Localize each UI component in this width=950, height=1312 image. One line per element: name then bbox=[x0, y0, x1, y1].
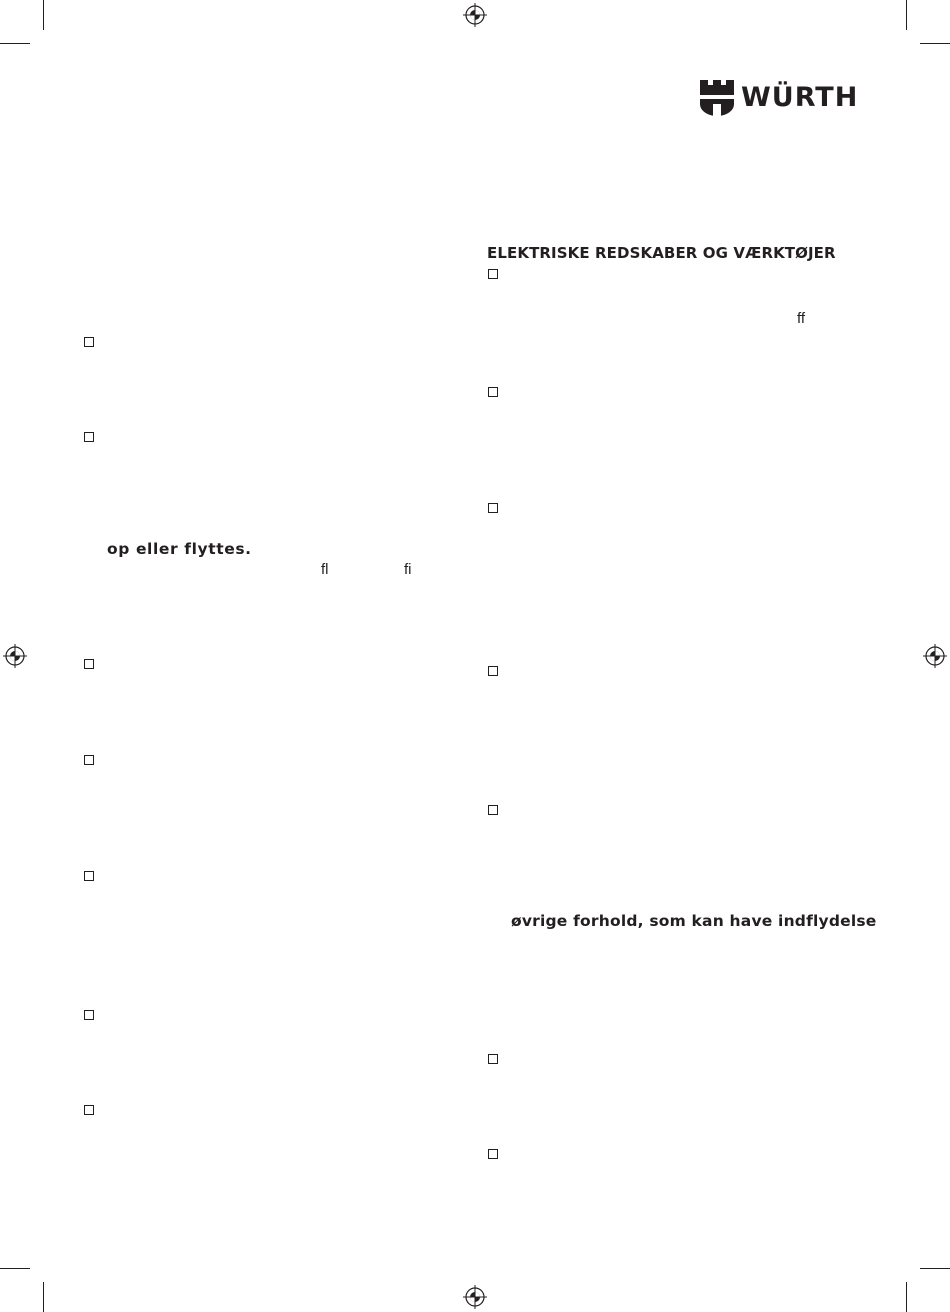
crop-mark-bottom-right-h bbox=[920, 1268, 950, 1269]
bold-text-fragment: op eller flyttes. bbox=[107, 540, 252, 558]
empty-checkbox-icon bbox=[488, 387, 498, 397]
empty-checkbox-icon bbox=[84, 1105, 94, 1115]
crop-mark-top-left-h bbox=[0, 43, 30, 44]
ligature-fragment: fi bbox=[404, 561, 412, 578]
registration-mark-icon bbox=[3, 644, 27, 668]
empty-checkbox-icon bbox=[84, 337, 94, 347]
empty-checkbox-icon bbox=[84, 659, 94, 669]
crop-mark-top-right-h bbox=[920, 43, 950, 44]
empty-checkbox-icon bbox=[84, 871, 94, 881]
empty-checkbox-icon bbox=[84, 1010, 94, 1020]
empty-checkbox-icon bbox=[488, 1054, 498, 1064]
registration-mark-icon bbox=[923, 644, 947, 668]
crop-mark-bottom-left-v bbox=[43, 1282, 44, 1312]
registration-mark-icon bbox=[463, 3, 487, 27]
ligature-fragment: ff bbox=[797, 310, 806, 327]
empty-checkbox-icon bbox=[488, 1149, 498, 1159]
crop-mark-top-right-v bbox=[906, 0, 907, 30]
section-heading: ELEKTRISKE REDSKABER OG VÆRKTØJER bbox=[487, 244, 836, 262]
empty-checkbox-icon bbox=[488, 503, 498, 513]
empty-checkbox-icon bbox=[488, 666, 498, 676]
crop-mark-top-left-v bbox=[43, 0, 44, 30]
empty-checkbox-icon bbox=[488, 269, 498, 279]
wurth-logo bbox=[700, 80, 870, 118]
crop-mark-bottom-right-v bbox=[906, 1282, 907, 1312]
empty-checkbox-icon bbox=[84, 755, 94, 765]
bold-text-fragment: øvrige forhold, som kan have indflydelse bbox=[511, 912, 877, 930]
empty-checkbox-icon bbox=[84, 432, 94, 442]
registration-mark-icon bbox=[463, 1285, 487, 1309]
empty-checkbox-icon bbox=[488, 805, 498, 815]
wurth-tower-icon bbox=[700, 80, 734, 116]
logo-wordmark: WÜRTH bbox=[741, 82, 859, 113]
crop-mark-bottom-left-h bbox=[0, 1268, 30, 1269]
ligature-fragment: fl bbox=[321, 561, 329, 578]
